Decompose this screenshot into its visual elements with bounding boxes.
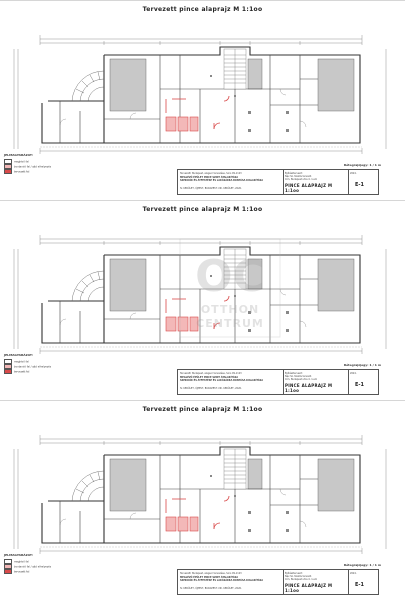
sheet-number: E-1 [355,582,364,588]
legend-swatch [4,364,12,369]
designer-line: Építésztervező: [285,372,303,375]
drawing-title: Tervezett pince alaprajz M 1:1oo [142,6,263,13]
client-line: Tervezett: Budapest, alagsor tervezése, Sors 09-1123 [180,172,242,175]
address-line: IV. KERÜLET, ÚJPEST, BUDAPEST: XIII. KERÜLET, 2026. [180,387,242,390]
legend-swatch [4,159,12,164]
address-line: IV. KERÜLET, ÚJPEST, BUDAPEST: XIII. KERÜLET, 2026. [180,187,242,190]
legend-item [4,159,29,164]
designer-line: Építésztervező: [285,172,303,175]
title-block-sheet [283,370,349,394]
scale-note: Rétegrajzjegy: 1 / 1 m [343,163,381,167]
title-block-project [178,370,284,394]
sheet-number: E-1 [355,382,364,388]
legend-label: tervezett fal [14,370,30,374]
legend-label: bontandó fal / ajtó elhelyezés [14,165,51,169]
project-line: MEGLÉVŐ ÉPÜLET PINCE SZINT ÁTALAKÍTÁSA [180,176,239,179]
legend-label: meglévő fal [14,360,29,364]
legend-item [4,369,29,374]
title-block-number [348,170,378,194]
sheet-title: PINCE ALAPRAJZ M 1:1oo [285,583,333,593]
legend-item [4,364,51,369]
scale-note: Rétegrajzjegy: 1 / 1 m [343,363,381,367]
legend-item [4,569,29,574]
legend-swatch [4,564,12,569]
legend-swatch [4,569,12,574]
legend-label: tervezett fal [14,570,30,574]
legend-item [4,564,51,569]
designer-line: Név Sz. felelős tervező [285,175,312,178]
otthon-centrum-watermark-logo [170,233,290,343]
legend-item [4,559,29,564]
designer-line: Név Sz. felelős tervező [285,375,312,378]
title-block-project [178,170,284,194]
title-block-number [348,570,378,594]
legend-item [4,359,29,364]
floor-plan-sheet [0,400,405,599]
legend-label: meglévő fal [14,160,29,164]
sheet-title: PINCE ALAPRAJZ M 1:1oo [285,183,333,193]
project-line: SZEKCIÓK ÉS ÁTFESTÉSE ÉS LAKÁSÁKRA BONTÁSA KIALAKÍTÁSA [180,579,264,582]
legend-label: meglévő fal [14,560,29,564]
legend-item [4,164,51,169]
sheet-date: 2024. [350,372,357,375]
drawing-title: Tervezett pince alaprajz M 1:1oo [142,206,263,213]
client-line: Tervezett: Budapest, alagsor tervezése, Sors 09-1123 [180,572,242,575]
scale-note: Rétegrajzjegy: 1 / 1 m [343,563,381,567]
project-line: SZEKCIÓK ÉS ÁTFESTÉSE ÉS LAKÁSÁKRA BONTÁSA KIALAKÍTÁSA [180,179,264,182]
legend-title: JELMAGYARÁZAT: [4,153,33,157]
designer-line: Cím, Budapest utca 4. 1.em [285,178,318,181]
legend-swatch [4,369,12,374]
sheet-title: PINCE ALAPRAJZ M 1:1oo [285,383,333,393]
sheet-number: E-1 [355,182,364,188]
legend-title: JELMAGYARÁZAT: [4,353,33,357]
legend-swatch [4,169,12,174]
title-block [177,569,379,595]
designer-line: Cím, Budapest utca 4. 1.em [285,378,318,381]
client-line: Tervezett: Budapest, alagsor tervezése, Sors 09-1123 [180,372,242,375]
legend-title: JELMAGYARÁZAT: [4,553,33,557]
watermark-letters: OC [195,251,265,302]
designer-line: Építésztervező: [285,572,303,575]
drawing-title: Tervezett pince alaprajz M 1:1oo [142,406,263,413]
title-block [177,169,379,195]
sheet-date: 2024. [350,572,357,575]
watermark-line2: CENTRUM [196,317,264,330]
title-block-project [178,570,284,594]
designer-line: Név Sz. felelős tervező [285,575,312,578]
legend-swatch [4,559,12,564]
designer-line: Cím, Budapest utca 4. 1.em [285,578,318,581]
floor-plan-sheet [0,0,405,199]
watermark-line1: OTTHON [200,303,260,316]
title-block-sheet [283,170,349,194]
legend-label: bontandó fal / ajtó elhelyezés [14,565,51,569]
title-block-number [348,370,378,394]
legend-swatch [4,359,12,364]
project-line: MEGLÉVŐ ÉPÜLET PINCE SZINT ÁTALAKÍTÁSA [180,576,239,579]
address-line: IV. KERÜLET, ÚJPEST, BUDAPEST: XIII. KERÜLET, 2026. [180,587,242,590]
legend-swatch [4,164,12,169]
legend-item [4,169,29,174]
project-line: SZEKCIÓK ÉS ÁTFESTÉSE ÉS LAKÁSÁKRA BONTÁSA KIALAKÍTÁSA [180,379,264,382]
sheet-date: 2024. [350,172,357,175]
title-block-sheet [283,570,349,594]
project-line: MEGLÉVŐ ÉPÜLET PINCE SZINT ÁTALAKÍTÁSA [180,376,239,379]
legend-label: bontandó fal / ajtó elhelyezés [14,365,51,369]
title-block [177,369,379,395]
legend-label: tervezett fal [14,170,30,174]
